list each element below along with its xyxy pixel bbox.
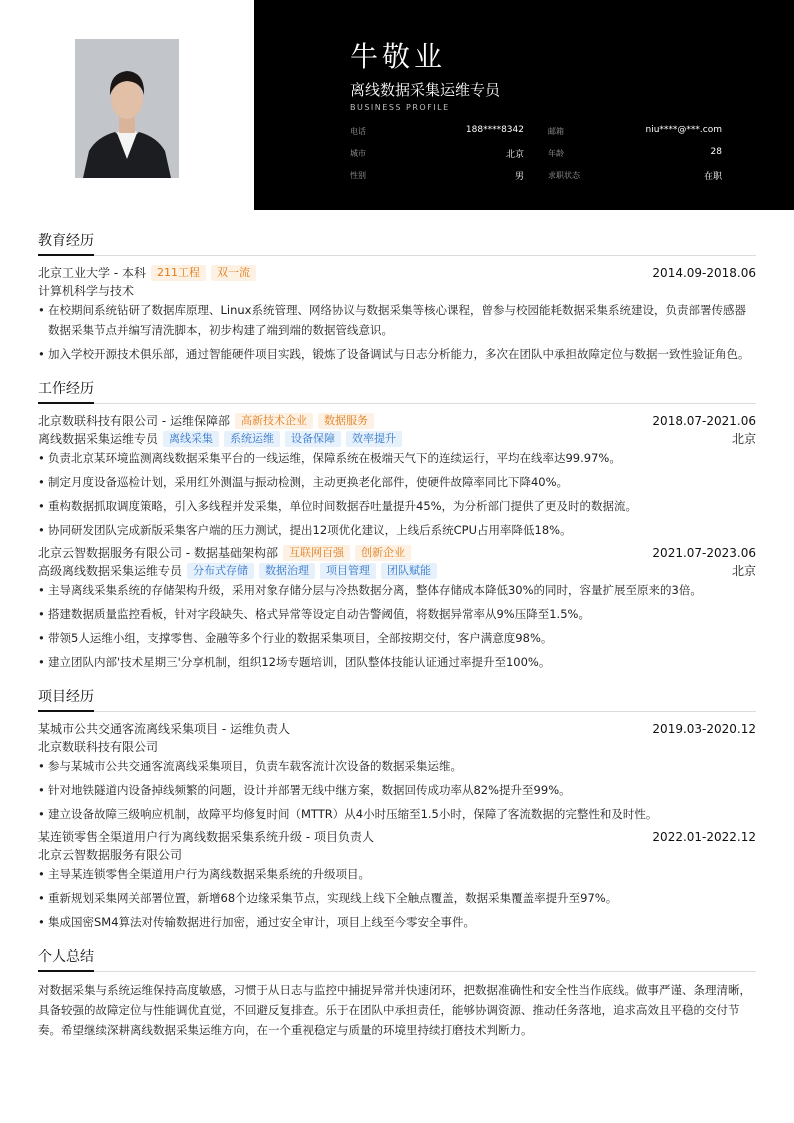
section-divider [38, 971, 756, 972]
list-item: • 搭建数据质量监控看板，针对字段缺失、格式异常等设定自动告警阈值，将数据异常率从9%压降至1.5%。 [38, 604, 756, 624]
section-title: 工作经历 [38, 378, 94, 404]
header-info-panel [254, 0, 794, 210]
list-item: • 主导某连锁零售全渠道用户行为离线数据采集系统的升级项目。 [38, 864, 756, 884]
info-row [350, 125, 722, 141]
job-date: 2021.07-2023.06 [652, 546, 756, 560]
project-bullets [38, 864, 756, 932]
company-tag: 创新企业 [355, 545, 411, 561]
email-value: niu****@***.com [645, 125, 722, 135]
summary-section [38, 946, 756, 1040]
project-org: 北京数联科技有限公司 [38, 740, 159, 754]
project-entry [38, 828, 756, 932]
section-divider [38, 711, 756, 712]
school-tag: 双一流 [211, 265, 256, 281]
education-header-line [38, 264, 756, 282]
skill-tag: 团队赋能 [381, 563, 437, 579]
city-label: 城市 [350, 149, 366, 158]
company-tag: 互联网百强 [283, 545, 350, 561]
company-tag: 数据服务 [318, 413, 374, 429]
project-org-line [38, 738, 756, 756]
skill-tag: 设备保障 [285, 431, 341, 447]
project-line [38, 720, 756, 738]
job-city: 北京 [731, 432, 756, 446]
age-label: 年龄 [548, 149, 564, 158]
projects-section [38, 686, 756, 932]
major-line [38, 282, 756, 300]
job-bullets [38, 580, 756, 672]
project-entry [38, 720, 756, 824]
role-line [38, 430, 756, 448]
company-line [38, 412, 756, 430]
phone-label: 电话 [350, 127, 366, 136]
school-name: 北京工业大学 - 本科 [38, 266, 146, 280]
section-divider [38, 255, 756, 256]
resume-content [38, 230, 756, 1054]
company-tag: 高新技术企业 [235, 413, 313, 429]
profile-photo [75, 39, 179, 178]
project-name: 某连锁零售全渠道用户行为离线数据采集系统升级 - 项目负责人 [38, 830, 374, 844]
info-row [350, 169, 722, 185]
list-item: • 针对地铁隧道内设备掉线频繁的问题，设计并部署无线中继方案，数据回传成功率从82%提升至99%。 [38, 780, 756, 800]
project-date: 2019.03-2020.12 [652, 722, 756, 736]
header-photo-panel [0, 0, 254, 210]
job-status-label: 求职状态 [548, 171, 580, 180]
company-line [38, 544, 756, 562]
education-date: 2014.09-2018.06 [652, 266, 756, 280]
work-section [38, 378, 756, 672]
project-org-line [38, 846, 756, 864]
list-item: • 重新规划采集网关部署位置，新增68个边缘采集节点，实现线上线下全触点覆盖，数据采集覆盖率提升至97%。 [38, 888, 756, 908]
role-name: 离线数据采集运维专员 [38, 432, 159, 446]
email-label: 邮箱 [548, 127, 564, 136]
skill-tag: 离线采集 [163, 431, 219, 447]
city-value: 北京 [505, 150, 524, 160]
job-entry [38, 544, 756, 672]
list-item: • 参与某城市公共交通客流离线采集项目，负责车载客流计次设备的数据采集运维。 [38, 756, 756, 776]
job-bullets [38, 448, 756, 540]
section-title: 个人总结 [38, 946, 94, 972]
gender-value: 男 [514, 172, 524, 182]
skill-tag: 数据治理 [259, 563, 315, 579]
project-date: 2022.01-2022.12 [652, 830, 756, 844]
skill-tag: 效率提升 [346, 431, 402, 447]
gender-label: 性别 [350, 171, 366, 180]
list-item: • 主导离线采集系统的存储架构升级，采用对象存储分层与冷热数据分离，整体存储成本降低30%的同时，容量扩展至原来的3倍。 [38, 580, 756, 600]
list-item: • 协同研发团队完成新版采集客户端的压力测试，提出12项优化建议，上线后系统CPU占用率降低18%。 [38, 520, 756, 540]
list-item: • 建立团队内部'技术星期三'分享机制，组织12场专题培训，团队整体技能认证通过率提升至100%。 [38, 652, 756, 672]
skill-tag: 项目管理 [320, 563, 376, 579]
project-bullets [38, 756, 756, 824]
education-section [38, 230, 756, 364]
phone-value: 188****8342 [465, 125, 524, 135]
list-item: • 在校期间系统钻研了数据库原理、Linux系统管理、网络协议与数据采集等核心课程，曾参与校园能耗数据采集系统建设，负责部署传感器数据采集节点并编写清洗脚本，初步构建了端到端的数据管线意识。 [38, 300, 756, 340]
candidate-name: 牛敬业 [350, 40, 447, 73]
job-title: 离线数据采集运维专员 [350, 81, 501, 99]
list-item: • 带领5人运维小组，支撑零售、金融等多个行业的数据采集项目，全部按期交付，客户满意度98%。 [38, 628, 756, 648]
school-tag: 211工程 [151, 265, 206, 281]
section-title: 教育经历 [38, 230, 94, 256]
list-item: • 加入学校开源技术俱乐部，通过智能硬件项目实践，锻炼了设备调试与日志分析能力，多次在团队中承担故障定位与数据一致性验证角色。 [38, 344, 756, 364]
list-item: • 重构数据抓取调度策略，引入多线程并发采集，单位时间数据吞吐量提升45%，为分析部门提供了更及时的数据流。 [38, 496, 756, 516]
role-name: 高级离线数据采集运维专员 [38, 564, 183, 578]
section-divider [38, 403, 756, 404]
education-bullets [38, 300, 756, 364]
section-title: 项目经历 [38, 686, 94, 712]
list-item: • 集成国密SM4算法对传输数据进行加密，通过安全审计，项目上线至今零安全事件。 [38, 912, 756, 932]
skill-tag: 分布式存储 [187, 563, 254, 579]
summary-text: 对数据采集与系统运维保持高度敏感，习惯于从日志与监控中捕捉异常并快速闭环，把数据准确性和安全性当作底线。做事严谨、条理清晰，具备较强的故障定位与性能调优直觉，不回避反复排查。乐于在团队中承担责任，能够协调资源、推动任务落地，追求高效且平稳的交付节奏。希望继续深耕离线数据采集运维方向，在一个重视稳定与质量的环境里持续打磨技术判断力。 [38, 983, 751, 1037]
project-name: 某城市公共交通客流离线采集项目 - 运维负责人 [38, 722, 290, 736]
age-value: 28 [710, 147, 722, 157]
resume-header [0, 0, 794, 210]
role-line [38, 562, 756, 580]
job-status-value: 在职 [703, 172, 722, 182]
project-org: 北京云智数据服务有限公司 [38, 848, 183, 862]
project-line [38, 828, 756, 846]
company-name: 北京数联科技有限公司 - 运维保障部 [38, 414, 230, 428]
job-entry [38, 412, 756, 540]
list-item: • 负责北京某环境监测离线数据采集平台的一线运维，保障系统在极端天气下的连续运行，平均在线率达99.97%。 [38, 448, 756, 468]
job-date: 2018.07-2021.06 [652, 414, 756, 428]
list-item: • 建立设备故障三级响应机制，故障平均修复时间（MTTR）从4小时压缩至1.5小时，保障了客流数据的完整性和及时性。 [38, 804, 756, 824]
job-city: 北京 [731, 564, 756, 578]
header-subtitle: BUSINESS PROFILE [350, 103, 450, 112]
list-item: • 制定月度设备巡检计划，采用红外测温与振动检测，主动更换老化部件，使硬件故障率同比下降40%。 [38, 472, 756, 492]
company-name: 北京云智数据服务有限公司 - 数据基础架构部 [38, 546, 278, 560]
major: 计算机科学与技术 [38, 284, 135, 298]
info-row [350, 147, 722, 163]
skill-tag: 系统运维 [224, 431, 280, 447]
